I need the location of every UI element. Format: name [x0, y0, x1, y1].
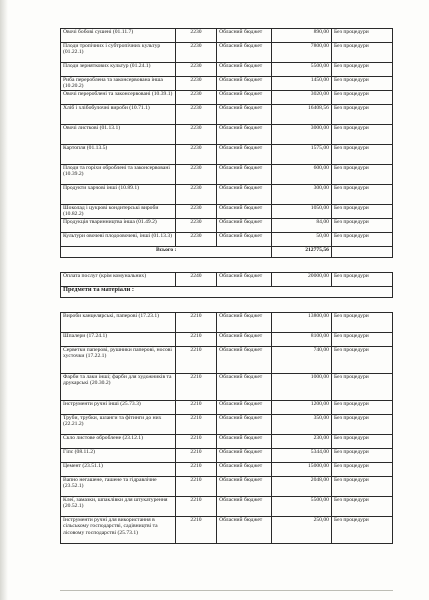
budget-code-cell: 2210 [175, 333, 216, 347]
item-name-cell: Риба перероблена та законсервована інша (10.20.2) [61, 77, 176, 91]
procedure-cell: Без процедури [331, 105, 392, 125]
amount-cell: 50,00 [272, 233, 332, 247]
funding-source-cell: Обласний бюджет [217, 91, 272, 105]
amount-cell: 350,00 [272, 415, 332, 435]
item-name-cell: Інструменти ручні для використання в сільському господарстві, садівництві та лісовому господарстві (25.73.1) [61, 517, 176, 544]
procedure-cell: Без процедури [331, 497, 392, 517]
page-bottom-rule [60, 590, 393, 592]
procedure-cell: Без процедури [331, 77, 392, 91]
item-name-cell: Труби, трубки, шланги та фітинги до них (22.21.2) [61, 415, 176, 435]
item-name-cell: Шоколад і цукрові кондитерські вироби (10.82.2) [61, 205, 176, 219]
table-row [61, 125, 393, 145]
budget-code-cell: 2230 [175, 29, 216, 43]
budget-code-cell: 2210 [175, 415, 216, 435]
amount-cell: 1050,00 [272, 205, 332, 219]
item-name-cell: Вапно негашене, гашене та гідравлічне (23.52.1) [61, 477, 176, 497]
amount-cell: 5500,00 [272, 63, 332, 77]
procedure-cell: Без процедури [331, 347, 392, 374]
item-name-cell: Фарби та лаки інші; фарби для художників та друкарські (20.30.2) [61, 374, 176, 401]
table-row [61, 145, 393, 165]
budget-code-cell: 2230 [175, 219, 216, 233]
spacer-row [61, 258, 393, 273]
funding-source-cell: Обласний бюджет [217, 185, 272, 205]
item-name-cell: Серветки паперові, рушники паперові, носові хусточки (17.22.1) [61, 347, 176, 374]
procedure-cell: Без процедури [331, 517, 392, 544]
table-row [61, 105, 393, 125]
funding-source-cell: Обласний бюджет [217, 333, 272, 347]
budget-code-cell: 2230 [175, 125, 216, 145]
procedure-cell: Без процедури [331, 233, 392, 247]
item-name-cell: Плоди зерняткових культур (01.24.1) [61, 63, 176, 77]
amount-cell: 740,00 [272, 347, 332, 374]
funding-source-cell: Обласний бюджет [217, 517, 272, 544]
procedure-cell: Без процедури [331, 463, 392, 477]
procedure-cell: Без процедури [331, 63, 392, 77]
table-row [61, 435, 393, 449]
procedure-cell: Без процедури [331, 205, 392, 219]
table-row [61, 374, 393, 401]
spacer-cell [61, 258, 393, 273]
budget-code-cell: 2210 [175, 401, 216, 415]
item-name-cell: Плоди та горіхи оброблені та законсервовані (10.39.2) [61, 165, 176, 185]
item-name-cell: Оплата послуг (крім комунальних) [61, 273, 176, 287]
amount-cell: 3020,00 [272, 91, 332, 105]
procedure-cell: Без процедури [331, 401, 392, 415]
item-name-cell: Культури овочеві плодоовочеві, інші (01.13.3) [61, 233, 176, 247]
item-name-cell: Продукти харчові інші (10.89.1) [61, 185, 176, 205]
item-name-cell: Овочі листкові (01.13.1) [61, 125, 176, 145]
budget-code-cell: 2230 [175, 185, 216, 205]
procedure-cell: Без процедури [331, 415, 392, 435]
amount-cell: 84,00 [272, 219, 332, 233]
item-name-cell: Інструменти ручні інші (25.73.3) [61, 401, 176, 415]
amount-cell: 1000,00 [272, 374, 332, 401]
procedure-cell: Без процедури [331, 333, 392, 347]
table-row [61, 273, 393, 287]
amount-cell: 7800,00 [272, 43, 332, 63]
item-name-cell: Плоди тропічних і субтропічних культур (01.22.1) [61, 43, 176, 63]
funding-source-cell: Обласний бюджет [217, 463, 272, 477]
procedure-cell: Без процедури [331, 29, 392, 43]
funding-source-cell: Обласний бюджет [217, 273, 272, 287]
table-row [61, 517, 393, 544]
table-row [61, 205, 393, 219]
item-name-cell: Овочі бобові сушені (01.11.7) [61, 29, 176, 43]
table-row [61, 43, 393, 63]
item-name-cell: Продукція тваринництва інша (01.49.2) [61, 219, 176, 233]
table-row [61, 29, 393, 43]
amount-cell: 230,00 [272, 435, 332, 449]
budget-code-cell: 2230 [175, 91, 216, 105]
amount-cell: 300,00 [272, 185, 332, 205]
table-row [61, 185, 393, 205]
funding-source-cell: Обласний бюджет [217, 43, 272, 63]
budget-code-cell: 2230 [175, 165, 216, 185]
amount-cell: 8100,00 [272, 333, 332, 347]
item-name-cell: Гіпс (08.11.2) [61, 449, 176, 463]
table-row [61, 463, 393, 477]
amount-cell: 1450,00 [272, 77, 332, 91]
procedure-cell: Без процедури [331, 435, 392, 449]
table-row [61, 449, 393, 463]
funding-source-cell: Обласний бюджет [217, 449, 272, 463]
item-name-cell: Клеї, замазки, шпаклівки для штукатурення (20.52.1) [61, 497, 176, 517]
procedure-cell: Без процедури [331, 273, 392, 287]
budget-code-cell: 2230 [175, 63, 216, 77]
funding-source-cell: Обласний бюджет [217, 145, 272, 165]
budget-code-cell: 2230 [175, 145, 216, 165]
procedure-cell: Без процедури [331, 313, 392, 333]
funding-source-cell: Обласний бюджет [217, 313, 272, 333]
amount-cell: 1575,00 [272, 145, 332, 165]
procurement-table-body [61, 29, 393, 544]
scan-edge-shadow [0, 0, 8, 600]
amount-cell: 15000,00 [272, 463, 332, 477]
amount-cell: 3000,00 [272, 125, 332, 145]
budget-code-cell: 2210 [175, 449, 216, 463]
table-row [61, 63, 393, 77]
budget-code-cell: 2210 [175, 374, 216, 401]
amount-cell: 2048,00 [272, 477, 332, 497]
budget-code-cell: 2230 [175, 105, 216, 125]
budget-code-cell: 2210 [175, 497, 216, 517]
budget-code-cell: 2210 [175, 435, 216, 449]
funding-source-cell: Обласний бюджет [217, 347, 272, 374]
budget-code-cell: 2210 [175, 517, 216, 544]
funding-source-cell: Обласний бюджет [217, 497, 272, 517]
funding-source-cell: Обласний бюджет [217, 63, 272, 77]
item-name-cell: Вироби канцелярські, паперові (17.23.1) [61, 313, 176, 333]
table-row [61, 415, 393, 435]
item-name-cell: Шпалери (17.24.1) [61, 333, 176, 347]
funding-source-cell: Обласний бюджет [217, 374, 272, 401]
amount-cell: 5344,00 [272, 449, 332, 463]
amount-cell: 1200,00 [272, 401, 332, 415]
section-title-cell: Предмети та матеріали : [61, 287, 393, 298]
budget-code-cell: 2210 [175, 347, 216, 374]
table-row [61, 77, 393, 91]
budget-code-cell: 2210 [175, 313, 216, 333]
budget-code-cell: 2210 [175, 477, 216, 497]
amount-cell: 250,00 [272, 517, 332, 544]
budget-code-cell: 2210 [175, 463, 216, 477]
table-row [61, 91, 393, 105]
budget-code-cell: 2230 [175, 77, 216, 91]
budget-code-cell: 2240 [175, 273, 216, 287]
procedure-cell: Без процедури [331, 185, 392, 205]
table-row [61, 313, 393, 333]
procedure-cell: Без процедури [331, 477, 392, 497]
item-name-cell: Хліб і хлібобулочні вироби (10.71.1) [61, 105, 176, 125]
funding-source-cell: Обласний бюджет [217, 415, 272, 435]
spacer-cell [61, 298, 393, 313]
amount-cell: 5500,00 [272, 497, 332, 517]
funding-source-cell: Обласний бюджет [217, 205, 272, 219]
budget-code-cell: 2230 [175, 43, 216, 63]
funding-source-cell: Обласний бюджет [217, 401, 272, 415]
procedure-cell: Без процедури [331, 91, 392, 105]
funding-source-cell: Обласний бюджет [217, 165, 272, 185]
total-amount-cell: 212775,56 [272, 247, 332, 258]
section-heading-row [61, 287, 393, 298]
funding-source-cell: Обласний бюджет [217, 125, 272, 145]
funding-source-cell: Обласний бюджет [217, 435, 272, 449]
budget-code-cell: 2230 [175, 205, 216, 219]
item-name-cell: Овочі перероблені та законсервовані (10.39.1) [61, 91, 176, 105]
procurement-table [60, 28, 393, 544]
item-name-cell: Цемент (23.51.1) [61, 463, 176, 477]
procedure-cell: Без процедури [331, 374, 392, 401]
funding-source-cell: Обласний бюджет [217, 105, 272, 125]
table-row [61, 497, 393, 517]
total-label-cell: Всього : [61, 247, 272, 258]
total-empty-cell [331, 247, 392, 258]
table-row [61, 165, 393, 185]
table-row [61, 333, 393, 347]
item-name-cell: Картопля (01.13.5) [61, 145, 176, 165]
procedure-cell: Без процедури [331, 449, 392, 463]
amount-cell: 600,00 [272, 165, 332, 185]
amount-cell: 890,00 [272, 29, 332, 43]
spacer-row [61, 298, 393, 313]
table-row [61, 347, 393, 374]
procedure-cell: Без процедури [331, 145, 392, 165]
amount-cell: 20000,00 [272, 273, 332, 287]
funding-source-cell: Обласний бюджет [217, 219, 272, 233]
budget-code-cell: 2230 [175, 233, 216, 247]
procedure-cell: Без процедури [331, 125, 392, 145]
procedure-cell: Без процедури [331, 165, 392, 185]
item-name-cell: Скло листове оброблене (23.12.1) [61, 435, 176, 449]
procedure-cell: Без процедури [331, 219, 392, 233]
funding-source-cell: Обласний бюджет [217, 29, 272, 43]
amount-cell: 13800,00 [272, 313, 332, 333]
funding-source-cell: Обласний бюджет [217, 233, 272, 247]
total-row [61, 247, 393, 258]
table-row [61, 401, 393, 415]
table-row [61, 219, 393, 233]
funding-source-cell: Обласний бюджет [217, 77, 272, 91]
amount-cell: 16408,56 [272, 105, 332, 125]
table-row [61, 477, 393, 497]
table-row [61, 233, 393, 247]
funding-source-cell: Обласний бюджет [217, 477, 272, 497]
procedure-cell: Без процедури [331, 43, 392, 63]
